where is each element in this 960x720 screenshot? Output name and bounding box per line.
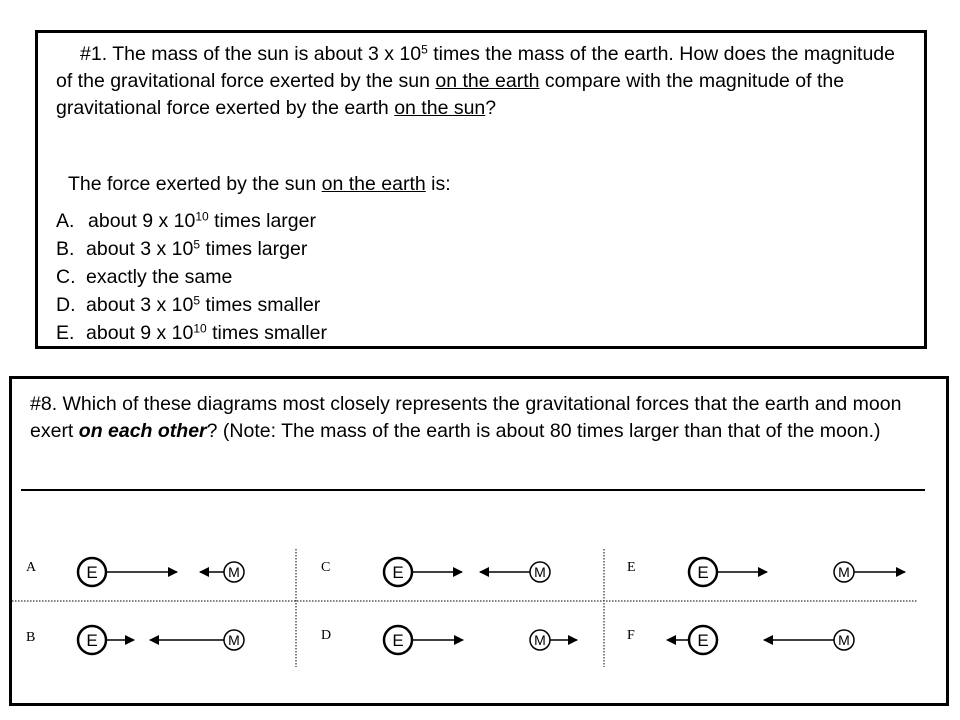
diagram-c-label: C <box>321 560 331 575</box>
question-1-stem-underline-2: on the sun <box>394 97 486 119</box>
choice-e-text-after: times smaller <box>206 322 327 344</box>
choice-d-text-after: times smaller <box>200 294 321 316</box>
question-1-prompt <box>68 171 451 198</box>
question-1-stem-underline-1: on the earth <box>435 70 540 92</box>
choice-d-exponent: 5 <box>193 293 201 308</box>
moon-label: M <box>838 564 850 580</box>
diagram-c[interactable] <box>321 558 550 586</box>
choice-b-letter: B. <box>56 238 75 260</box>
diagram-e-label: E <box>627 560 636 575</box>
choice-e-exponent: 10 <box>193 321 207 336</box>
question-8-number: #8. <box>30 393 58 415</box>
diagram-b[interactable] <box>26 626 244 654</box>
choice-c-text: exactly the same <box>86 266 233 288</box>
question-1-stem-part2: times the mass of the earth. How does the magnitude of the gravitational force exerted by the sun <box>56 43 895 92</box>
diagram-a-label: A <box>26 560 37 575</box>
choice-b-exponent: 5 <box>193 237 201 252</box>
choice-e-letter: E. <box>56 322 75 344</box>
question-1-stem-part4: ? <box>485 97 497 119</box>
choice-e[interactable] <box>56 319 327 347</box>
prompt-part2: is: <box>425 173 451 195</box>
question-8-box <box>9 376 949 706</box>
choice-a-text: about 9 x 10 <box>88 210 196 232</box>
choice-a[interactable] <box>56 207 327 235</box>
diagram-d[interactable] <box>321 626 577 654</box>
earth-label: E <box>697 563 709 582</box>
earth-label: E <box>86 631 98 650</box>
answer-choices <box>56 207 327 347</box>
question-8-emphasis: on each other <box>78 420 207 442</box>
choice-d-letter: D. <box>56 294 76 316</box>
choice-b[interactable] <box>56 235 327 263</box>
question-1-stem-exponent: 5 <box>421 42 428 57</box>
choice-b-text: about 3 x 10 <box>86 238 194 260</box>
diagram-d-label: D <box>321 628 332 643</box>
question-1-stem-part3: compare with the magnitude of the gravitational force exerted by the earth <box>56 70 845 119</box>
choice-c-letter: C. <box>56 266 76 288</box>
prompt-part1: The force exerted by the sun <box>68 173 322 195</box>
earth-label: E <box>392 631 404 650</box>
moon-label: M <box>838 632 850 648</box>
diagram-f-label: F <box>627 628 635 643</box>
prompt-underline: on the earth <box>321 173 426 195</box>
question-1-box <box>35 30 927 349</box>
choice-a-letter: A. <box>56 210 75 232</box>
earth-label: E <box>697 631 709 650</box>
question-1-stem-part1: The mass of the sun is about 3 x 10 <box>112 43 422 65</box>
moon-label: M <box>534 632 546 648</box>
diagram-f[interactable] <box>627 626 854 654</box>
choice-d[interactable] <box>56 291 327 319</box>
diagram-b-label: B <box>26 630 36 645</box>
force-diagrams <box>12 379 946 703</box>
moon-label: M <box>534 564 546 580</box>
moon-label: M <box>228 632 240 648</box>
diagram-e[interactable] <box>627 558 905 586</box>
choice-a-text-after: times larger <box>208 210 316 232</box>
question-8-text-part1: Which of these diagrams most closely represents the gravitational forces that the earth and moon exert <box>30 393 902 442</box>
choice-b-text-after: times larger <box>200 238 308 260</box>
choice-c[interactable] <box>56 263 327 291</box>
earth-label: E <box>392 563 404 582</box>
choice-e-text: about 9 x 10 <box>86 322 194 344</box>
question-1-number: #1. <box>80 43 108 65</box>
choice-a-exponent: 10 <box>195 209 209 224</box>
question-1-stem <box>56 41 916 122</box>
choice-d-text: about 3 x 10 <box>86 294 194 316</box>
diagram-a[interactable] <box>26 558 244 586</box>
question-8-text-part2: ? (Note: The mass of the earth is about 80 times larger than that of the moon.) <box>206 420 881 442</box>
earth-label: E <box>86 563 98 582</box>
moon-label: M <box>228 564 240 580</box>
